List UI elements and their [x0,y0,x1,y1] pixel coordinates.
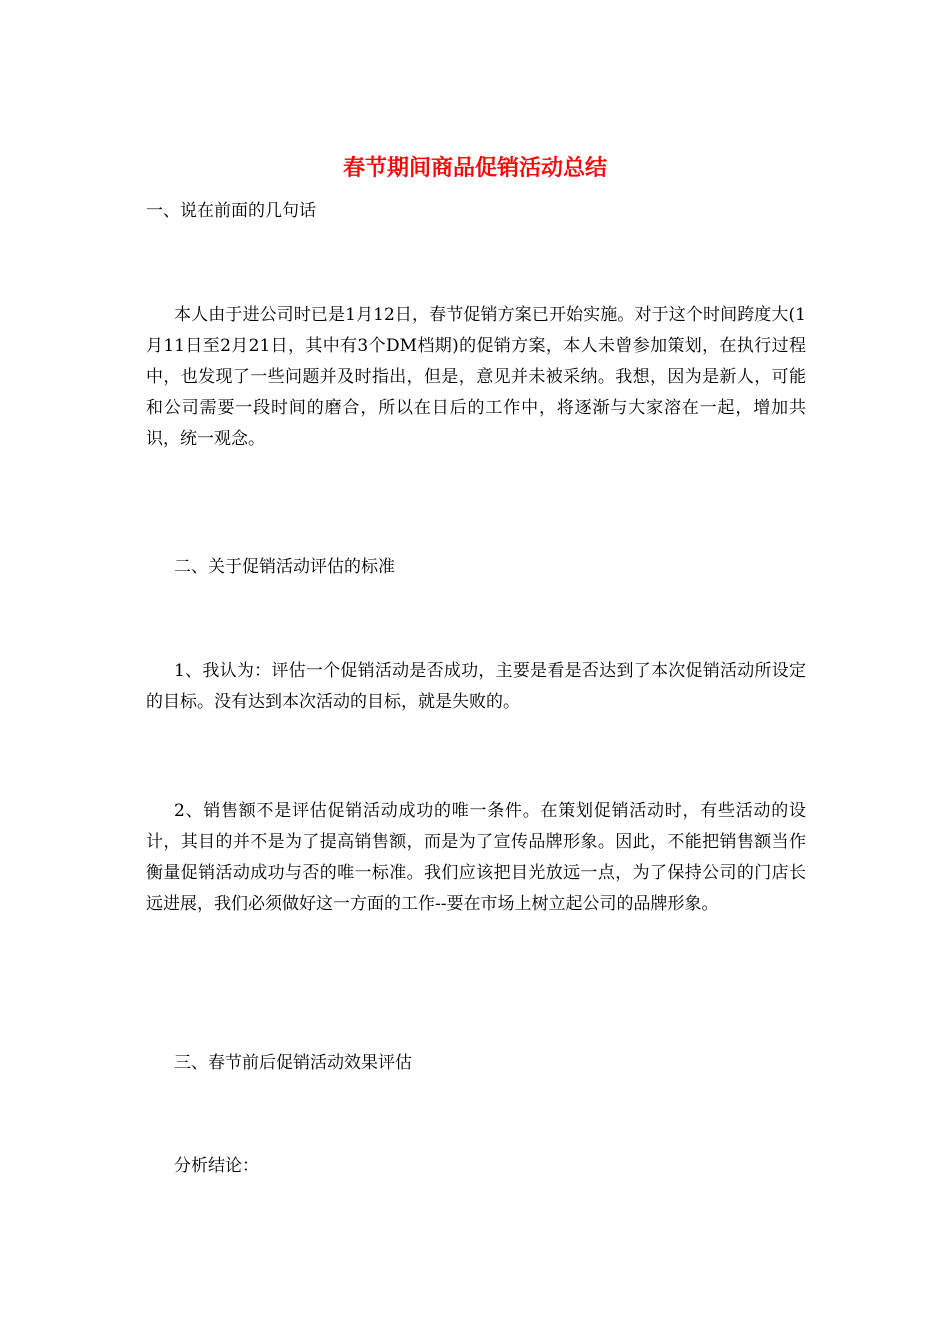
section-heading-intro: 一、说在前面的几句话 [146,201,316,221]
document-title: 春节期间商品促销活动总结 [342,156,607,181]
analysis-conclusion-label: 分析结论： [174,1156,259,1176]
paragraph-evaluation-point-2: 2、销售额不是评估促销活动成功的唯一条件。在策划促销活动时，有些活动的设计，其目的并不是为了提高销售额，而是为了宣传品牌形象。因此，不能把销售额当作衡量促销活动成功与否的唯一标准。我们应该把目光放远一点，为了保持公司的门店长远进展，我们必须做好这一方面的工作--要在市场上树立起公司的品牌形象。 [146,801,806,914]
section-heading-effect-evaluation: 三、春节前后促销活动效果评估 [174,1053,412,1073]
paragraph-evaluation-point-1: 1、我认为：评估一个促销活动是否成功，主要是看是否达到了本次促销活动所设定的目标。没有达到本次活动的目标，就是失败的。 [146,661,806,712]
paragraph-intro: 本人由于进公司时已是1月12日，春节促销方案已开始实施。对于这个时间跨度大(1 月11日至2月21日，其中有3个DM档期)的促销方案，本人未曾参加策划，在执行过程中，也发现了一些问题并及时指出，但是，意见并未被采纳。我想，因为是新人，可能和公司需要一段时间的磨合，所以在日后的工作中，将逐渐与大家溶在一起，增加共识，统一观念。 [146,305,806,449]
section-heading-evaluation-standard: 二、关于促销活动评估的标准 [174,557,395,577]
